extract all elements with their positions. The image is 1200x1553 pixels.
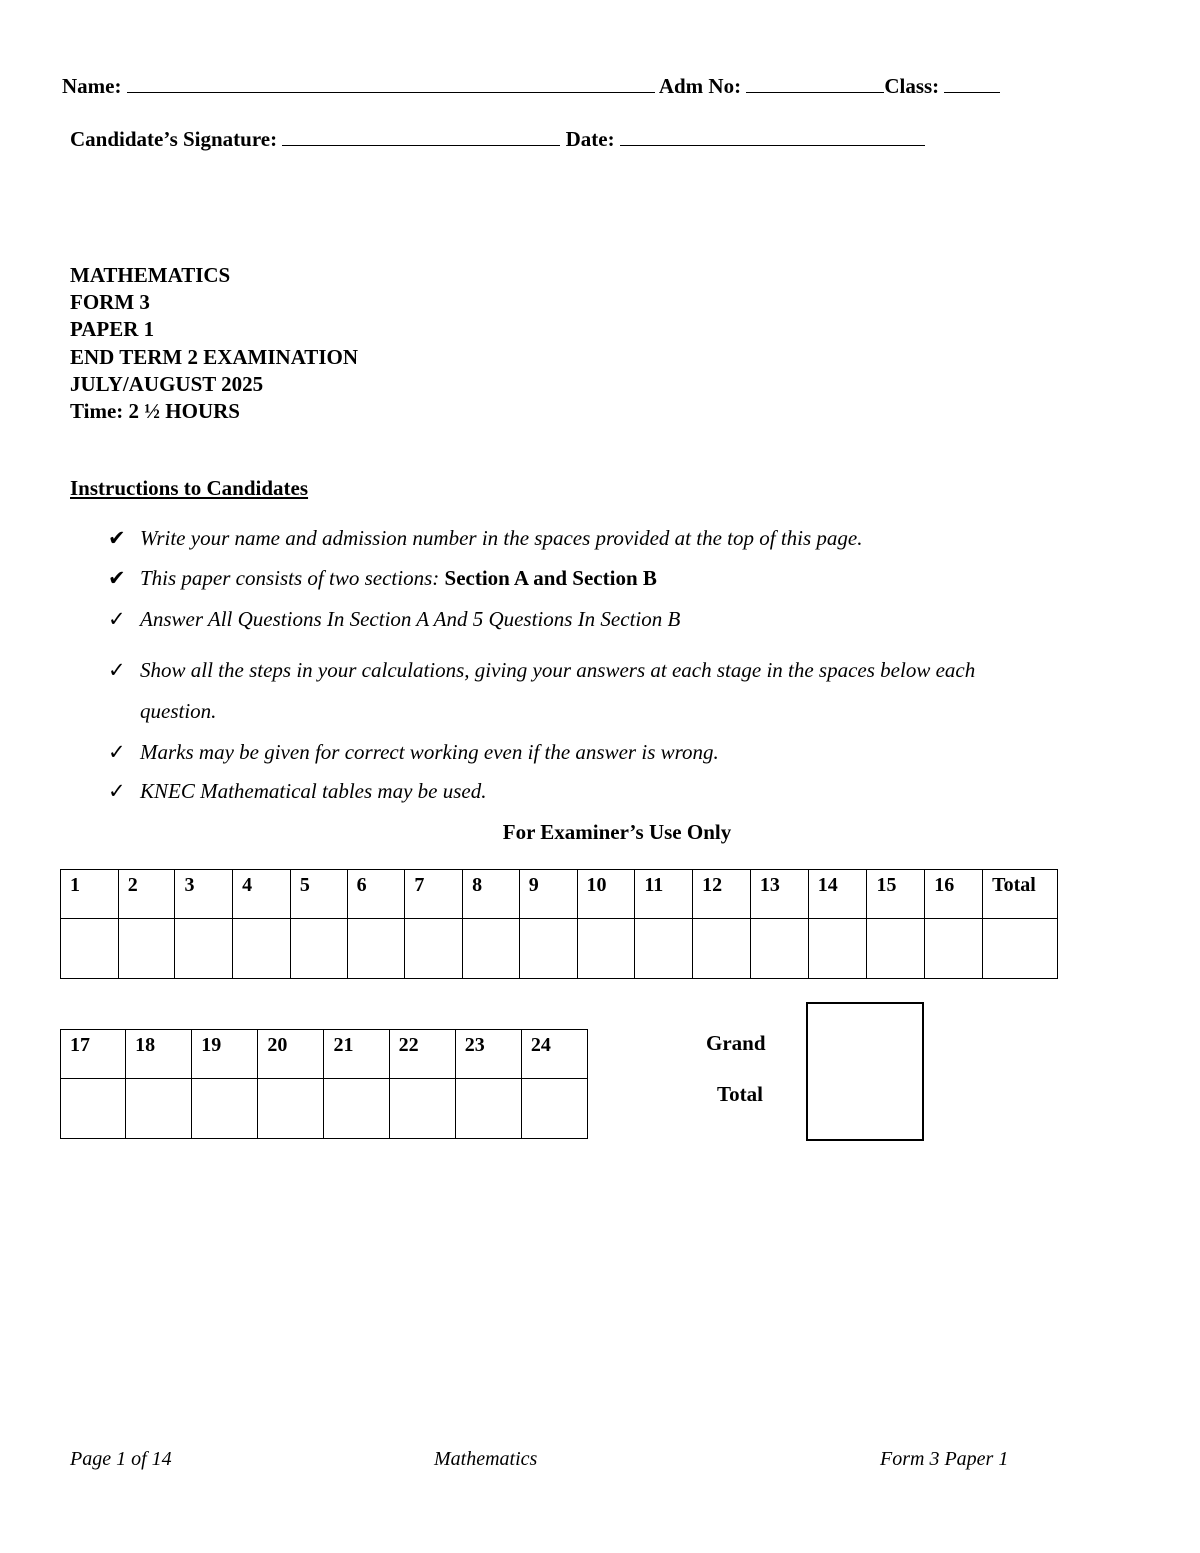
question-number-cell: 18 [126,1030,192,1079]
instruction-text-part: This paper consists of two sections: [140,566,440,590]
instruction-text: KNEC Mathematical tables may be used. [140,779,487,803]
question-number-cell: 15 [867,870,925,919]
mark-cell[interactable] [347,919,405,979]
name-label: Name: [62,74,122,98]
question-number-cell: 11 [635,870,693,919]
footer-paper: Form 3 Paper 1 [880,1448,1009,1470]
grand-total-box[interactable] [806,1002,924,1141]
mark-cell[interactable] [290,919,347,979]
question-number-cell: 16 [925,870,983,919]
mark-cell[interactable] [258,1079,324,1139]
check-icon: ✓ [108,658,126,682]
instruction-text: Answer All Questions In Section A And 5 Questions In Section B [140,607,681,631]
mark-cell[interactable] [389,1079,455,1139]
total-cell[interactable] [983,919,1058,979]
question-number-cell: 4 [233,870,291,919]
question-number-cell: 3 [175,870,233,919]
table-header-row [61,1030,588,1079]
signature-label: Candidate’s Signature: [70,127,278,151]
check-icon: ✓ [108,607,126,631]
signature-line[interactable] [282,127,560,146]
question-number-cell: 21 [324,1030,389,1079]
question-number-cell: 2 [118,870,175,919]
grand-label: Grand [706,1031,766,1055]
instruction-text [140,566,657,591]
class-line[interactable] [944,74,1000,93]
sections-bold: Section A and Section B [444,566,657,590]
exam-title: END TERM 2 EXAMINATION [70,344,358,369]
marks-table-2 [60,1029,588,1139]
exam-time: Time: 2 ½ HOURS [70,399,240,424]
instruction-text: Write your name and admission number in the spaces provided at the top of this page. [140,526,863,550]
check-icon: ✔ [108,526,126,550]
examiner-title: For Examiner’s Use Only [502,820,732,844]
adm-no-line[interactable] [746,74,884,93]
question-number-cell: 6 [347,870,405,919]
subject-title: MATHEMATICS [70,263,231,287]
instructions-title: Instructions to Candidates [70,476,309,500]
question-number-cell: 13 [750,870,808,919]
question-number-cell: 7 [405,870,463,919]
mark-cell[interactable] [925,919,983,979]
question-number-cell: 12 [693,870,751,919]
question-number-cell: 17 [61,1030,126,1079]
marks-table-1 [60,869,1058,979]
signature-field[interactable] [70,127,925,152]
check-icon: ✓ [108,740,126,764]
mark-cell[interactable] [635,919,693,979]
mark-cell[interactable] [324,1079,389,1139]
mark-cell[interactable] [175,919,233,979]
mark-cell[interactable] [693,919,751,979]
mark-cell[interactable] [61,1079,126,1139]
check-icon: ✔ [108,566,126,590]
adm-no-label: Adm No: [658,74,742,98]
question-number-cell: 24 [521,1030,587,1079]
mark-cell[interactable] [808,919,867,979]
question-number-cell: 5 [290,870,347,919]
question-number-cell: 9 [519,870,577,919]
paper-title: PAPER 1 [70,317,155,342]
mark-cell[interactable] [463,919,520,979]
date-label: Date: [565,127,615,151]
question-number-cell: 20 [258,1030,324,1079]
total-header-cell: Total [983,870,1058,919]
footer-subject: Mathematics [434,1448,538,1470]
instruction-text: Marks may be given for correct working even if the answer is wrong. [140,740,719,764]
form-title: FORM 3 [70,290,150,315]
instruction-text: Show all the steps in your calculations, giving your answers at each stage in the spaces below each [140,658,976,682]
exam-period: JULY/AUGUST 2025 [70,371,264,396]
grand-total-label: Total [717,1082,763,1106]
paper-heading [70,262,358,425]
name-field[interactable] [62,74,1000,99]
mark-cell[interactable] [61,919,119,979]
mark-cell[interactable] [118,919,175,979]
class-label: Class: [884,74,940,98]
mark-cell[interactable] [126,1079,192,1139]
mark-cell[interactable] [750,919,808,979]
question-number-cell: 23 [455,1030,521,1079]
footer-page-number: Page 1 of 14 [70,1448,172,1470]
marks-row[interactable] [61,919,1058,979]
instruction-text: question. [140,699,217,723]
question-number-cell: 8 [463,870,520,919]
question-number-cell: 14 [808,870,867,919]
question-number-cell: 10 [577,870,635,919]
question-number-cell: 22 [389,1030,455,1079]
mark-cell[interactable] [455,1079,521,1139]
mark-cell[interactable] [405,919,463,979]
date-line[interactable] [620,127,925,146]
table-header-row [61,870,1058,919]
question-number-cell: 1 [61,870,119,919]
mark-cell[interactable] [233,919,291,979]
marks-row[interactable] [61,1079,588,1139]
mark-cell[interactable] [519,919,577,979]
check-icon: ✓ [108,779,126,803]
name-line[interactable] [127,74,655,93]
question-number-cell: 19 [192,1030,258,1079]
mark-cell[interactable] [867,919,925,979]
mark-cell[interactable] [521,1079,587,1139]
mark-cell[interactable] [192,1079,258,1139]
mark-cell[interactable] [577,919,635,979]
